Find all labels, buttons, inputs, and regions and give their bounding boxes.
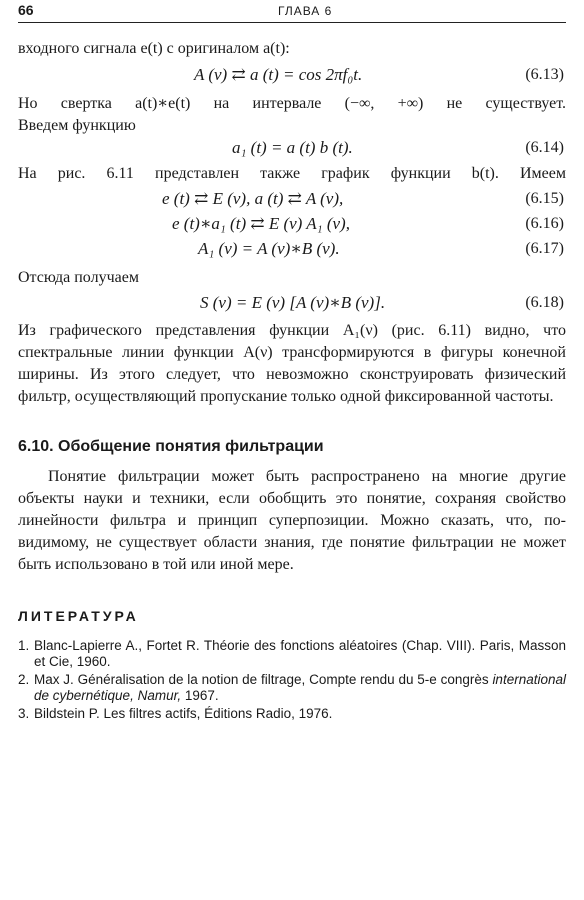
reference-item [18,638,566,670]
page-number: 66 [18,2,34,18]
paragraph-hence: Отсюда получаем [18,269,139,286]
paragraph-figure-ref: На рис. 6.11 представлен также график функции b(t). Имеем [18,165,566,182]
equation-number-6-14: (6.14) [525,139,564,156]
chapter-title: ГЛАВА 6 [278,4,333,18]
literature-heading: ЛИТЕРАТУРА [18,608,139,624]
equation-number-6-18: (6.18) [525,294,564,311]
equation-6-18: S (ν) = E (ν) [A (ν)∗B (ν)]. [200,293,386,312]
equation-6-16: e (t)∗a₁ (t) ⇄ E (ν) A₁ (ν), [172,214,350,233]
paragraph-intro: входного сигнала e(t) с оригиналом a(t): [18,40,290,57]
reference-text: Max J. Généralisation de la notion de filtrage, Compte rendu du 5-e congrès [34,672,493,687]
page-header [18,2,566,23]
reference-number: 3. [18,706,30,721]
equation-number-6-16: (6.16) [525,215,564,232]
reference-item [18,672,566,704]
reference-text: Bildstein P. Les filtres actifs, Éditions Radio, 1976. [34,706,333,721]
reference-item [18,706,566,722]
reference-text-end: 1967. [181,688,219,703]
equation-6-14: a₁ (t) = a (t) b (t). [232,138,353,157]
reference-text-italic: international de cybernétique, Namur, [34,672,566,703]
paragraph-spectral-lines: Из графического представления функции A₁(ν) (рис. 6.11) видно, что спектральные линии функции A(ν) трансформируются в фигуры конечной ширины. Из этого следует, что невозможно сконструировать физический фильтр, осуществляющий пропускание только одной фиксированной частоты. [18,322,566,405]
reference-number: 1. [18,638,30,653]
reference-number: 2. [18,672,30,687]
paragraph-convolution-line2: Введем функцию [18,117,136,134]
equation-6-13: A (ν) ⇄ a (t) = cos 2πf₀t. [194,65,363,84]
paragraph-generalization: Понятие фильтрации может быть распространено на многие другие объекты науки и техники, если обобщить это понятие, сохраняя свойство линейности фильтра и принцип суперпозиции. Можно сказать, что, по-видимому, не существует области знания, где понятие фильтрации не может быть использовано в той или иной мере. [18,468,566,573]
equation-6-15: e (t) ⇄ E (ν), a (t) ⇄ A (ν), [162,189,344,208]
equation-number-6-17: (6.17) [525,240,564,257]
equation-number-6-13: (6.13) [525,66,564,83]
reference-list [18,638,566,724]
section-title: 6.10. Обобщение понятия фильтрации [18,438,324,455]
reference-text: Blanc-Lapierre A., Fortet R. Théorie des fonctions aléatoires (Chap. VIII). Paris, Masson et Cie, 1960. [34,638,566,669]
equation-number-6-15: (6.15) [525,190,564,207]
equation-6-17: A₁ (ν) = A (ν)∗B (ν). [198,239,340,258]
paragraph-convolution-line1: Но свертка a(t)∗e(t) на интервале (−∞, +∞) не существует. [18,95,566,112]
